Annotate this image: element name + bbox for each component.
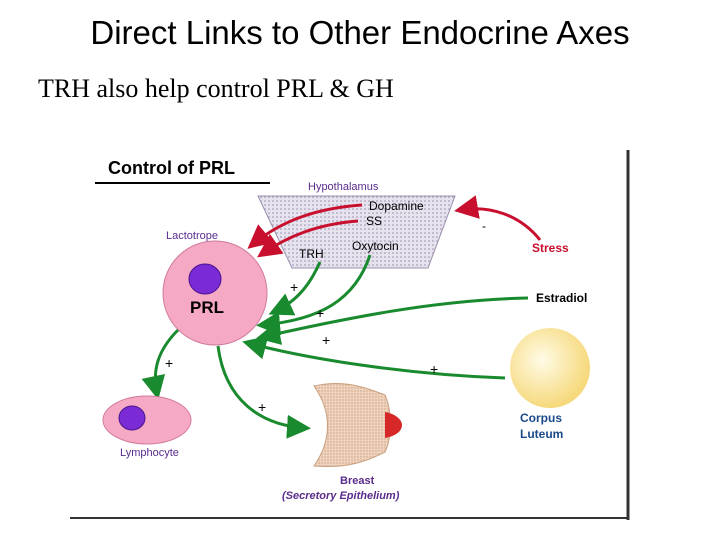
corpus-luteum <box>510 328 590 408</box>
corpus-luteum-arrow <box>248 343 505 378</box>
oxytocin-label: Oxytocin <box>352 239 399 253</box>
nipple-shape <box>385 412 402 438</box>
estradiol-plus: + <box>322 332 331 348</box>
dopamine-label: Dopamine <box>369 199 424 213</box>
prl-to-breast-arrow <box>218 346 305 428</box>
corpus-luteum-label-1: Corpus <box>520 411 562 425</box>
lymphocyte-nucleus <box>119 406 145 430</box>
stress-minus: - <box>482 219 486 233</box>
corpus-luteum-label-2: Luteum <box>520 427 564 441</box>
lymphocyte-cell <box>103 396 191 444</box>
corpus-luteum-plus: + <box>430 361 439 377</box>
oxytocin-plus: + <box>316 305 325 321</box>
breast-shape <box>314 383 390 466</box>
lymphocyte-plus: + <box>165 355 174 371</box>
breast-plus: + <box>258 399 267 415</box>
stress-label: Stress <box>532 241 569 255</box>
lactotrope-label: Lactotrope <box>166 230 218 242</box>
stress-arrow <box>460 209 540 240</box>
lymphocyte-label: Lymphocyte <box>120 447 179 459</box>
slide-subtitle: TRH also help control PRL & GH <box>38 74 394 103</box>
slide-title: Direct Links to Other Endocrine Axes <box>90 14 630 51</box>
breast-label: Breast <box>340 475 375 487</box>
trh-plus: + <box>290 279 299 295</box>
prl-label: PRL <box>190 298 224 317</box>
diagram-heading: Control of PRL <box>108 158 235 178</box>
trh-label: TRH <box>299 247 324 261</box>
lactotrope-cell <box>163 241 267 345</box>
hypothalamus-label: Hypothalamus <box>308 181 379 193</box>
breast-sublabel: (Secretory Epithelium) <box>282 490 400 502</box>
ss-label: SS <box>366 214 383 228</box>
lactotrope-nucleus <box>189 264 221 294</box>
estradiol-label: Estradiol <box>536 291 588 305</box>
